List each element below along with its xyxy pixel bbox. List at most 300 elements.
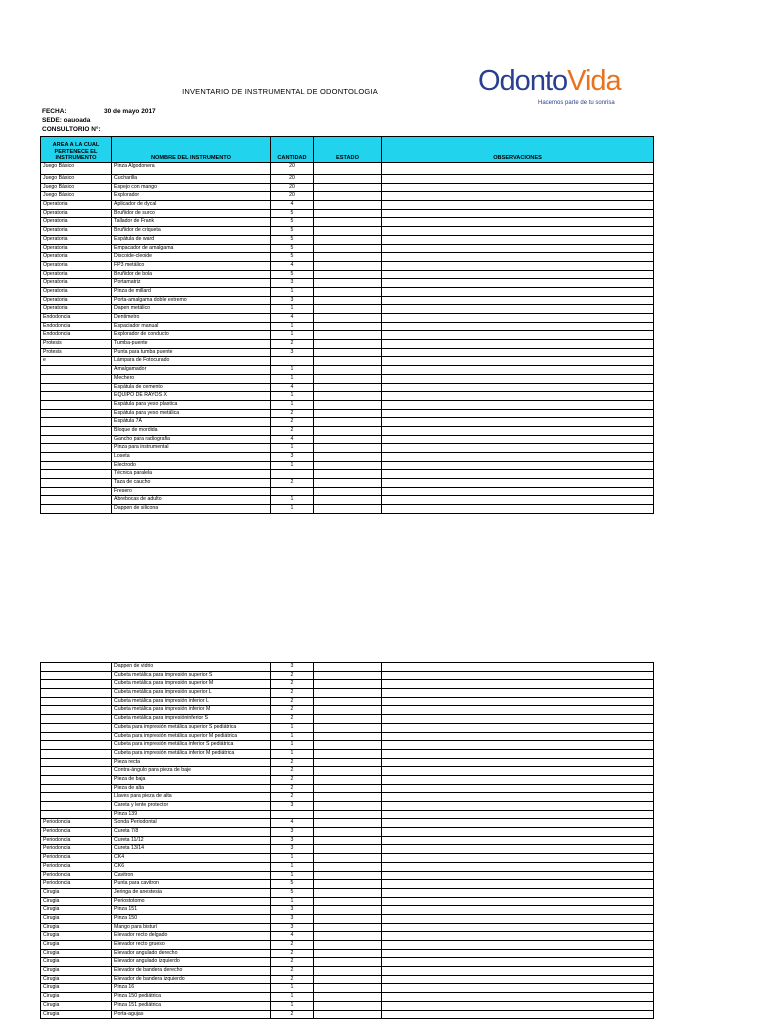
observaciones-cell [382, 767, 654, 776]
observaciones-cell [382, 227, 654, 236]
quantity-cell: 2 [271, 715, 314, 724]
estado-cell [314, 305, 382, 314]
table-row [41, 802, 654, 811]
instrument-name-cell: Loseta [112, 453, 271, 462]
area-cell: Cirugia [41, 1001, 112, 1010]
observaciones-cell [382, 741, 654, 750]
observaciones-cell [382, 209, 654, 218]
quantity-cell: 5 [271, 227, 314, 236]
area-cell [41, 697, 112, 706]
quantity-cell: 4 [271, 314, 314, 323]
table-row [41, 392, 654, 401]
area-cell: Operatoria [41, 218, 112, 227]
observaciones-cell [382, 322, 654, 331]
quantity-cell: 2 [271, 967, 314, 976]
observaciones-cell [382, 374, 654, 383]
table-row [41, 175, 654, 184]
table-row [41, 1001, 654, 1010]
instrument-name-cell: Cubeta metálica para impresión superior M [112, 680, 271, 689]
area-cell [41, 444, 112, 453]
instrument-name-cell: Espátula para yeso metálica [112, 409, 271, 418]
instrument-name-cell: Cubeta para impresión metálica superior M pediátrica [112, 732, 271, 741]
instrument-name-cell: Cubeta metálica para impresión superior S [112, 671, 271, 680]
table-row [41, 218, 654, 227]
instrument-name-cell: Abrebocas de adulto [112, 496, 271, 505]
area-cell: Cirugia [41, 923, 112, 932]
estado-cell [314, 163, 382, 175]
instrument-name-cell: Pieza recta [112, 758, 271, 767]
quantity-cell: 1 [271, 331, 314, 340]
observaciones-cell [382, 723, 654, 732]
observaciones-cell [382, 854, 654, 863]
observaciones-cell [382, 880, 654, 889]
quantity-cell: 1 [271, 366, 314, 375]
observaciones-cell [382, 366, 654, 375]
table-row [41, 680, 654, 689]
observaciones-cell [382, 261, 654, 270]
area-cell [41, 470, 112, 479]
estado-cell [314, 470, 382, 479]
quantity-cell: 5 [271, 270, 314, 279]
instrument-name-cell: Pinza 139 [112, 810, 271, 819]
instrument-name-cell: Pinza Algodonera [112, 163, 271, 175]
estado-cell [314, 671, 382, 680]
instrument-name-cell: Dappen de vidrio [112, 663, 271, 672]
estado-cell [314, 967, 382, 976]
table-row [41, 758, 654, 767]
observaciones-cell [382, 409, 654, 418]
table-row [41, 845, 654, 854]
area-cell: Cirugia [41, 949, 112, 958]
instrument-name-cell: Pinza 151 pediátrica [112, 1001, 271, 1010]
area-cell: Endodoncia [41, 314, 112, 323]
observaciones-cell [382, 958, 654, 967]
observaciones-cell [382, 888, 654, 897]
table-row [41, 253, 654, 262]
area-cell [41, 453, 112, 462]
instrument-name-cell: CK4 [112, 854, 271, 863]
table-row [41, 261, 654, 270]
estado-cell [314, 880, 382, 889]
area-cell [41, 505, 112, 514]
quantity-cell: 3 [271, 923, 314, 932]
estado-cell [314, 663, 382, 672]
estado-cell [314, 366, 382, 375]
estado-cell [314, 175, 382, 184]
area-cell [41, 400, 112, 409]
estado-cell [314, 348, 382, 357]
observaciones-cell [382, 253, 654, 262]
quantity-cell: 4 [271, 819, 314, 828]
table-row [41, 305, 654, 314]
table-row [41, 383, 654, 392]
area-cell: Operatoria [41, 296, 112, 305]
area-cell: Juego Básico [41, 175, 112, 184]
area-cell [41, 802, 112, 811]
estado-cell [314, 758, 382, 767]
table-row [41, 505, 654, 514]
estado-cell [314, 941, 382, 950]
inventory-table-page2 [40, 662, 654, 1019]
instrument-name-cell: Espejo con mango [112, 183, 271, 192]
odontovida-logo [478, 66, 628, 114]
instrument-name-cell: Lámpara de Fotocurado [112, 357, 271, 366]
area-cell [41, 758, 112, 767]
observaciones-cell [382, 897, 654, 906]
estado-cell [314, 374, 382, 383]
estado-cell [314, 767, 382, 776]
observaciones-cell [382, 314, 654, 323]
area-cell: Endodoncia [41, 331, 112, 340]
quantity-cell: 1 [271, 862, 314, 871]
table-row [41, 374, 654, 383]
table-row [41, 897, 654, 906]
quantity-cell [271, 470, 314, 479]
area-cell [41, 741, 112, 750]
table-row [41, 331, 654, 340]
quantity-cell: 2 [271, 409, 314, 418]
table-row [41, 949, 654, 958]
estado-cell [314, 340, 382, 349]
quantity-cell: 3 [271, 828, 314, 837]
area-cell: Operatoria [41, 261, 112, 270]
header-observaciones: OBSERVACIONES [382, 137, 654, 163]
observaciones-cell [382, 975, 654, 984]
area-cell: Protesis [41, 340, 112, 349]
table-row [41, 854, 654, 863]
table-row [41, 183, 654, 192]
observaciones-cell [382, 715, 654, 724]
estado-cell [314, 487, 382, 496]
quantity-cell: 2 [271, 426, 314, 435]
observaciones-cell [382, 192, 654, 201]
estado-cell [314, 802, 382, 811]
table-row [41, 209, 654, 218]
table-row [41, 723, 654, 732]
observaciones-cell [382, 340, 654, 349]
area-cell: e [41, 357, 112, 366]
instrument-name-cell: Mango para bisturí [112, 923, 271, 932]
header-cantidad: CANTIDAD [271, 137, 314, 163]
quantity-cell [271, 357, 314, 366]
table-row [41, 426, 654, 435]
instrument-name-cell: EQUIPO DE RAYOS X [112, 392, 271, 401]
observaciones-cell [382, 758, 654, 767]
instrument-name-cell: Espátula de cemento [112, 383, 271, 392]
observaciones-cell [382, 993, 654, 1002]
table-row [41, 828, 654, 837]
estado-cell [314, 836, 382, 845]
instrument-name-cell: Periostotomo [112, 897, 271, 906]
quantity-cell: 20 [271, 175, 314, 184]
observaciones-cell [382, 487, 654, 496]
header-nombre: NOMBRE DEL INSTRUMENTO [112, 137, 271, 163]
observaciones-cell [382, 819, 654, 828]
quantity-cell: 5 [271, 244, 314, 253]
observaciones-cell [382, 836, 654, 845]
table-row [41, 767, 654, 776]
instrument-name-cell: Pieza de alta [112, 784, 271, 793]
estado-cell [314, 906, 382, 915]
instrument-name-cell: Porta-amalgama doble extremo [112, 296, 271, 305]
estado-cell [314, 235, 382, 244]
area-cell [41, 663, 112, 672]
quantity-cell: 2 [271, 784, 314, 793]
area-cell [41, 732, 112, 741]
quantity-cell: 3 [271, 906, 314, 915]
table-row [41, 975, 654, 984]
estado-cell [314, 244, 382, 253]
table-row [41, 296, 654, 305]
area-cell: Cirugia [41, 906, 112, 915]
table-row [41, 671, 654, 680]
observaciones-cell [382, 287, 654, 296]
estado-cell [314, 383, 382, 392]
area-cell: Periodoncia [41, 819, 112, 828]
instrument-name-cell: Taza de caucho [112, 479, 271, 488]
observaciones-cell [382, 967, 654, 976]
observaciones-cell [382, 949, 654, 958]
estado-cell [314, 810, 382, 819]
area-cell: Operatoria [41, 287, 112, 296]
quantity-cell: 1 [271, 400, 314, 409]
estado-cell [314, 958, 382, 967]
quantity-cell: 4 [271, 932, 314, 941]
estado-cell [314, 749, 382, 758]
table-row [41, 819, 654, 828]
instrument-name-cell: Porta-agujas [112, 1010, 271, 1019]
instrument-name-cell: Elevador recto grueso [112, 941, 271, 950]
observaciones-cell [382, 784, 654, 793]
estado-cell [314, 227, 382, 236]
quantity-cell: 5 [271, 880, 314, 889]
observaciones-cell [382, 331, 654, 340]
quantity-cell: 4 [271, 435, 314, 444]
table-row [41, 732, 654, 741]
area-cell [41, 374, 112, 383]
estado-cell [314, 479, 382, 488]
observaciones-cell [382, 505, 654, 514]
area-cell [41, 810, 112, 819]
estado-cell [314, 914, 382, 923]
estado-cell [314, 218, 382, 227]
inventory-table-page1 [40, 136, 654, 514]
table-row [41, 715, 654, 724]
quantity-cell: 1 [271, 984, 314, 993]
quantity-cell: 1 [271, 871, 314, 880]
table-row [41, 993, 654, 1002]
observaciones-cell [382, 244, 654, 253]
observaciones-cell [382, 1010, 654, 1019]
observaciones-cell [382, 871, 654, 880]
estado-cell [314, 444, 382, 453]
quantity-cell: 1 [271, 322, 314, 331]
area-cell [41, 479, 112, 488]
table-row [41, 793, 654, 802]
instrument-name-cell: Pieza de baja [112, 775, 271, 784]
area-cell [41, 426, 112, 435]
logo-wordmark [478, 66, 628, 96]
observaciones-cell [382, 732, 654, 741]
estado-cell [314, 680, 382, 689]
instrument-name-cell: Elevador recto delgado [112, 932, 271, 941]
observaciones-cell [382, 810, 654, 819]
observaciones-cell [382, 461, 654, 470]
table-row [41, 967, 654, 976]
estado-cell [314, 984, 382, 993]
area-cell [41, 461, 112, 470]
observaciones-cell [382, 218, 654, 227]
quantity-cell: 1 [271, 723, 314, 732]
fecha-value: 30 de mayo 2017 [104, 108, 156, 115]
quantity-cell: 2 [271, 671, 314, 680]
table-row [41, 871, 654, 880]
estado-cell [314, 888, 382, 897]
estado-cell [314, 270, 382, 279]
estado-cell [314, 784, 382, 793]
observaciones-cell [382, 175, 654, 184]
instrument-name-cell: Aplicador de dycal [112, 201, 271, 210]
quantity-cell: 2 [271, 975, 314, 984]
estado-cell [314, 192, 382, 201]
quantity-cell: 3 [271, 348, 314, 357]
estado-cell [314, 357, 382, 366]
quantity-cell: 3 [271, 453, 314, 462]
estado-cell [314, 932, 382, 941]
quantity-cell: 2 [271, 767, 314, 776]
area-cell: Cirugia [41, 958, 112, 967]
quantity-cell: 1 [271, 461, 314, 470]
table-row [41, 192, 654, 201]
estado-cell [314, 209, 382, 218]
observaciones-cell [382, 932, 654, 941]
quantity-cell: 20 [271, 192, 314, 201]
logo-tagline: Hacemos parte de tu sonrisa [538, 100, 615, 106]
area-cell: Cirugia [41, 993, 112, 1002]
observaciones-cell [382, 697, 654, 706]
estado-cell [314, 392, 382, 401]
table-row [41, 932, 654, 941]
table-row [41, 880, 654, 889]
table-row [41, 958, 654, 967]
table-row [41, 479, 654, 488]
area-cell: Operatoria [41, 235, 112, 244]
estado-cell [314, 741, 382, 750]
instrument-name-cell: Pinza de millard [112, 287, 271, 296]
instrument-name-cell: Cubeta metálica para impresión inferior L [112, 697, 271, 706]
instrument-name-cell: Pinza 150 pediátrica [112, 993, 271, 1002]
area-cell [41, 793, 112, 802]
instrument-name-cell: Espátula de ward [112, 235, 271, 244]
estado-cell [314, 732, 382, 741]
area-cell: Operatoria [41, 270, 112, 279]
area-cell: Operatoria [41, 209, 112, 218]
instrument-name-cell: Cubeta metálica para impresióninferior S [112, 715, 271, 724]
instrument-name-cell: Espátula para yeso plastica [112, 400, 271, 409]
logo-word-vida: Vida [567, 65, 621, 97]
instrument-name-cell: Elevador de bandera izquierdo [112, 975, 271, 984]
quantity-cell: 3 [271, 296, 314, 305]
instrument-name-cell: Cubeta para impresión metálica inferior M pediátrica [112, 749, 271, 758]
table-row [41, 689, 654, 698]
observaciones-cell [382, 163, 654, 175]
area-cell [41, 435, 112, 444]
table-row [41, 444, 654, 453]
area-cell: Operatoria [41, 227, 112, 236]
instrument-name-cell: Sonda Periodontal [112, 819, 271, 828]
observaciones-cell [382, 357, 654, 366]
table-row [41, 244, 654, 253]
estado-cell [314, 296, 382, 305]
area-cell: Cirugia [41, 984, 112, 993]
estado-cell [314, 897, 382, 906]
table-row [41, 1010, 654, 1019]
area-cell: Periodoncia [41, 871, 112, 880]
area-cell: Juego Básico [41, 163, 112, 175]
table-row [41, 775, 654, 784]
estado-cell [314, 453, 382, 462]
instrument-name-cell: Pinza 151 [112, 906, 271, 915]
observaciones-cell [382, 348, 654, 357]
instrument-name-cell: Pinza 150 [112, 914, 271, 923]
area-cell [41, 409, 112, 418]
observaciones-cell [382, 270, 654, 279]
quantity-cell: 3 [271, 279, 314, 288]
estado-cell [314, 689, 382, 698]
quantity-cell: 1 [271, 854, 314, 863]
instrument-name-cell: Punta para cavitron [112, 880, 271, 889]
estado-cell [314, 253, 382, 262]
header-estado: ESTADO [314, 137, 382, 163]
instrument-name-cell: Cubeta metálica para impresión inferior M [112, 706, 271, 715]
area-cell: Cirugia [41, 941, 112, 950]
area-cell: Cirugia [41, 914, 112, 923]
estado-cell [314, 793, 382, 802]
instrument-name-cell: Tumba-puente [112, 340, 271, 349]
estado-cell [314, 854, 382, 863]
quantity-cell: 1 [271, 897, 314, 906]
estado-cell [314, 723, 382, 732]
quantity-cell: 1 [271, 392, 314, 401]
table-row [41, 862, 654, 871]
observaciones-cell [382, 793, 654, 802]
estado-cell [314, 775, 382, 784]
instrument-name-cell: Bruñidor de bola [112, 270, 271, 279]
quantity-cell: 4 [271, 261, 314, 270]
area-cell: Operatoria [41, 305, 112, 314]
table-row [41, 784, 654, 793]
area-cell [41, 418, 112, 427]
area-cell: Periodoncia [41, 836, 112, 845]
instrument-name-cell: Espátula 7A [112, 418, 271, 427]
observaciones-cell [382, 470, 654, 479]
quantity-cell: 5 [271, 888, 314, 897]
logo-word-odonto: Odonto [478, 65, 568, 97]
area-cell: Juego Básico [41, 192, 112, 201]
area-cell: Protesis [41, 348, 112, 357]
observaciones-cell [382, 435, 654, 444]
observaciones-cell [382, 426, 654, 435]
quantity-cell: 2 [271, 706, 314, 715]
instrument-name-cell: Jeringa de anestesia [112, 888, 271, 897]
area-cell [41, 767, 112, 776]
estado-cell [314, 706, 382, 715]
quantity-cell: 2 [271, 941, 314, 950]
table-row [41, 279, 654, 288]
estado-cell [314, 322, 382, 331]
area-cell: Operatoria [41, 253, 112, 262]
quantity-cell: 3 [271, 802, 314, 811]
